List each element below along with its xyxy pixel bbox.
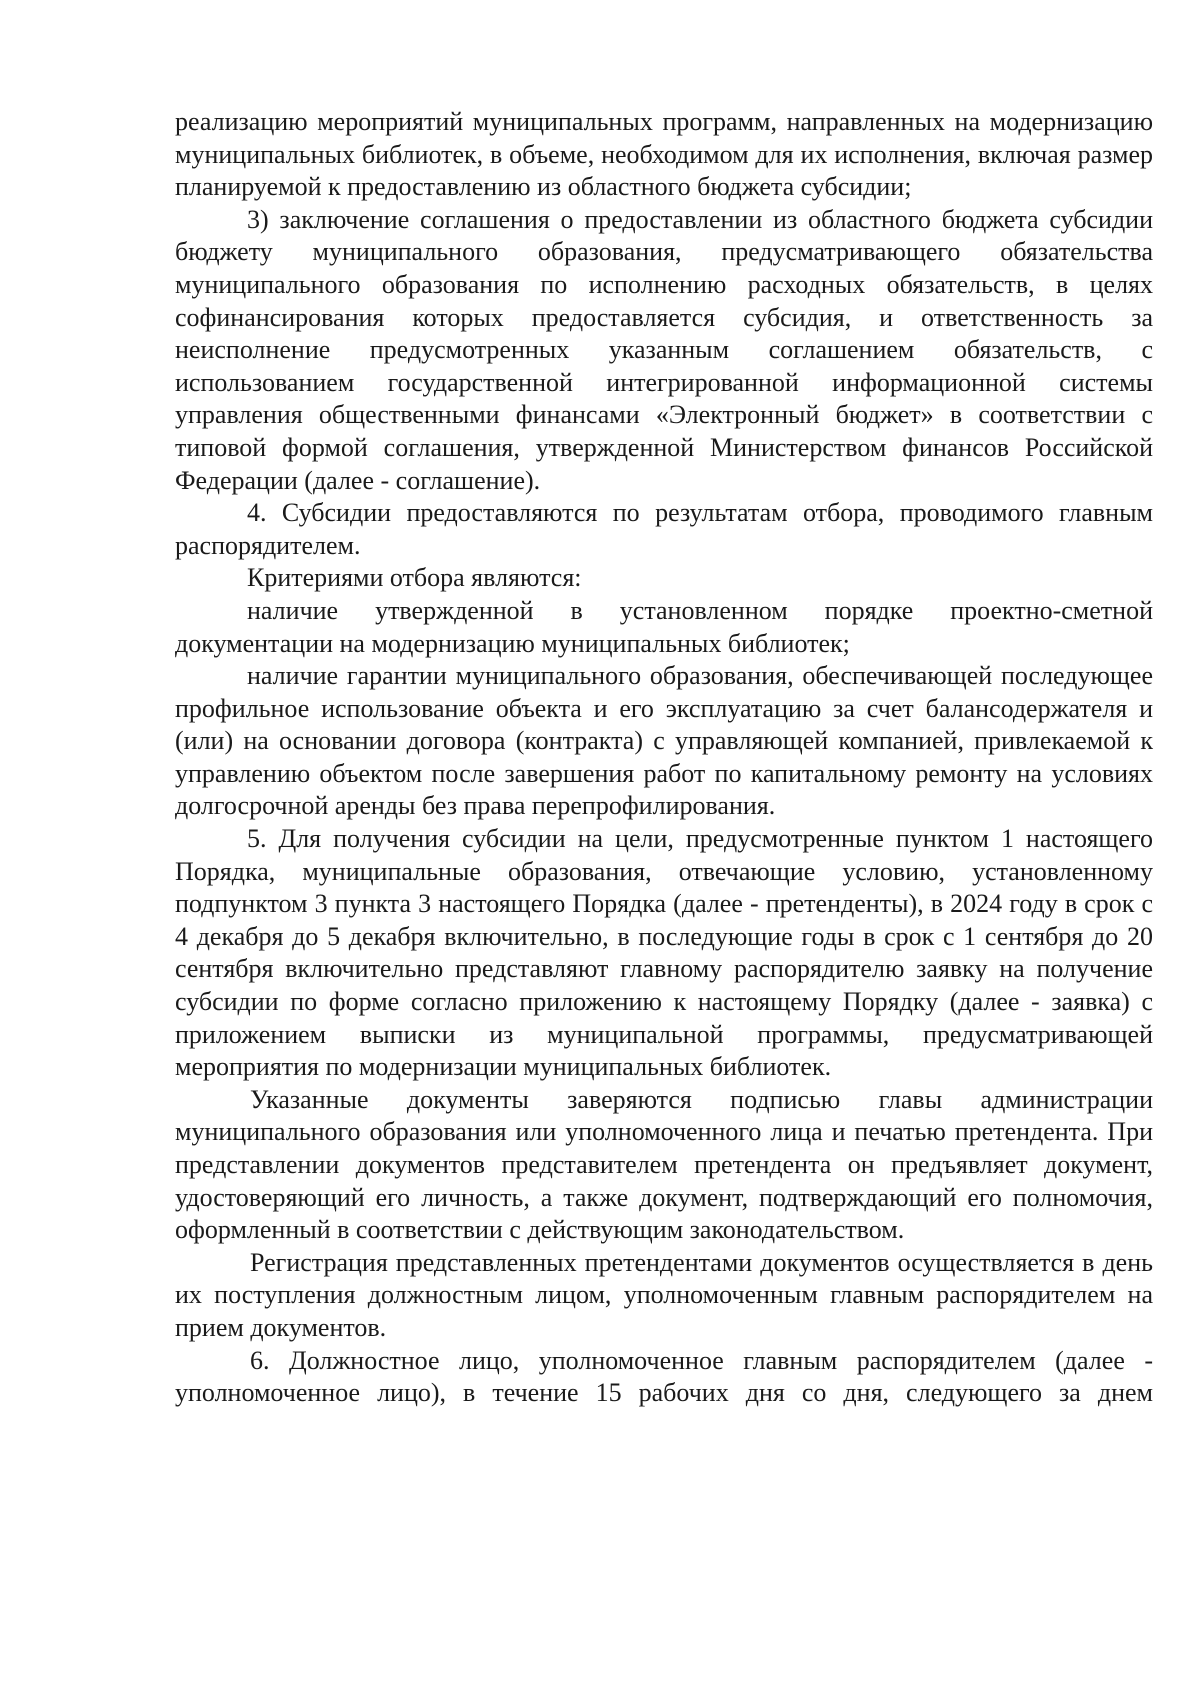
paragraph-criterion-guarantee: наличие гарантии муниципального образования, обеспечивающей последующее профильное использование объекта и его эксплуатацию за счет балансодержателя и (или) на основании договора (контракта) с управляющей компанией, привлекаемой к управлению объектом после завершения работ по капитальному ремонту на условиях долгосрочной аренды без права перепрофилирования. <box>175 661 1153 821</box>
paragraph-item-5-application: 5. Для получения субсидии на цели, предусмотренные пунктом 1 настоящего Порядка, муниципальные образования, отвечающие условию, установленному подпунктом 3 пункта 3 настоящего Порядка (далее - претенденты), в 2024 году в срок с 4 декабря до 5 декабря включительно, в последующие годы в срок с 1 сентября до 20 сентября включительно представляют главному распорядителю заявку на получение субсидии по форме согласно приложению к настоящему Порядку (далее - заявка) с приложением выписки из муниципальной программы, предусматривающей мероприятия по модернизации муниципальных библиотек. <box>175 824 1153 1082</box>
paragraph-registration: Регистрация представленных претендентами документов осуществляется в день их поступления должностным лицом, уполномоченным главным распорядителем на прием документов. <box>175 1247 1153 1342</box>
paragraph-criterion-design-docs: наличие утвержденной в установленном порядке проектно-сметной документации на модернизацию муниципальных библиотек; <box>175 595 1153 658</box>
paragraph-program-measures: реализацию мероприятий муниципальных программ, направленных на модернизацию муниципальных библиотек, в объеме, необходимом для их исполнения, включая размер планируемой к предоставлению из областного бюджета субсидии; <box>175 107 1153 202</box>
document-body <box>175 106 1153 1410</box>
paragraph-item-3-agreement: 3) заключение соглашения о предоставлении из областного бюджета субсидии бюджету муниципального образования, предусматривающего обязательства муниципального образования по исполнению расходных обязательств, в целях софинансирования которых предоставляется субсидия, и ответственность за неисполнение предусмотренных указанным соглашением обязательств, с использованием государственной интегрированной информационной системы управления общественными финансами «Электронный бюджет» в соответствии с типовой формой соглашения, утвержденной Министерством финансов Российской Федерации (далее - соглашение). <box>175 204 1153 495</box>
paragraph-item-4-selection: 4. Субсидии предоставляются по результатам отбора, проводимого главным распорядителем. <box>175 498 1153 560</box>
paragraph-selection-criteria: Критериями отбора являются: <box>247 563 582 593</box>
paragraph-item-6-authorized-person: 6. Должностное лицо, уполномоченное главным распорядителем (далее - уполномоченное лицо), в течение 15 рабочих дня со дня, следующего за днем <box>175 1345 1153 1408</box>
paragraph-documents-certification: Указанные документы заверяются подписью главы администрации муниципального образования или уполномоченного лица и печатью претендента. При представлении документов представителем претендента он предъявляет документ, удостоверяющий его личность, а также документ, подтверждающий его полномочия, оформленный в соответствии с действующим законодательством. <box>175 1084 1153 1245</box>
